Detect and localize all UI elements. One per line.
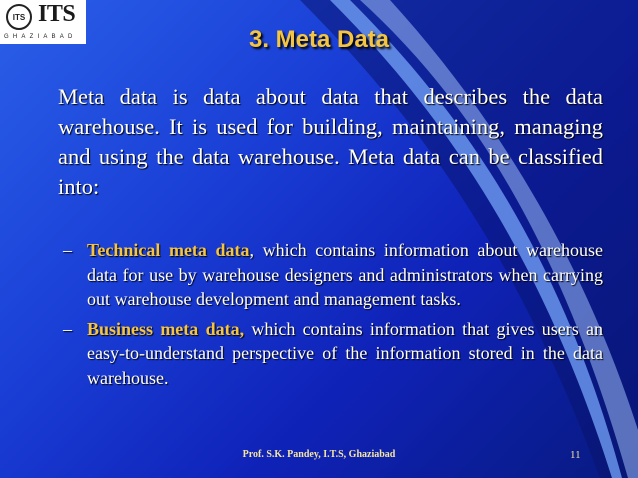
intro-paragraph: Meta data is data about data that describes the data warehouse. It is used for building, maintaining, managing and using the data warehouse. Meta data can be classified into: (58, 84, 603, 199)
logo-name: ITS (38, 1, 76, 27)
dash-marker: – (63, 318, 72, 339)
logo-location: GHAZIABAD (4, 34, 77, 40)
bullet-term: Business meta data, (87, 318, 245, 339)
bullet-text: which contains information that gives users an easy-to-understand perspective of the information stored in the data warehouse. (87, 318, 603, 388)
bullet-text: , which contains information about warehouse data for use by warehouse designers and administrators when carrying out warehouse development and management tasks. (87, 240, 603, 309)
bullet-term: Technical meta data (87, 240, 250, 260)
dash-marker: – (63, 240, 72, 260)
its-emblem-icon: ITS (6, 4, 32, 30)
bullet-technical (63, 238, 603, 312)
page-number: 11 (570, 449, 581, 461)
bullet-business (63, 317, 603, 391)
slide-footer: Prof. S.K. Pandey, I.T.S, Ghaziabad (242, 449, 396, 460)
bullet-list (63, 238, 603, 395)
slide-title: 3. Meta Data (248, 26, 390, 53)
